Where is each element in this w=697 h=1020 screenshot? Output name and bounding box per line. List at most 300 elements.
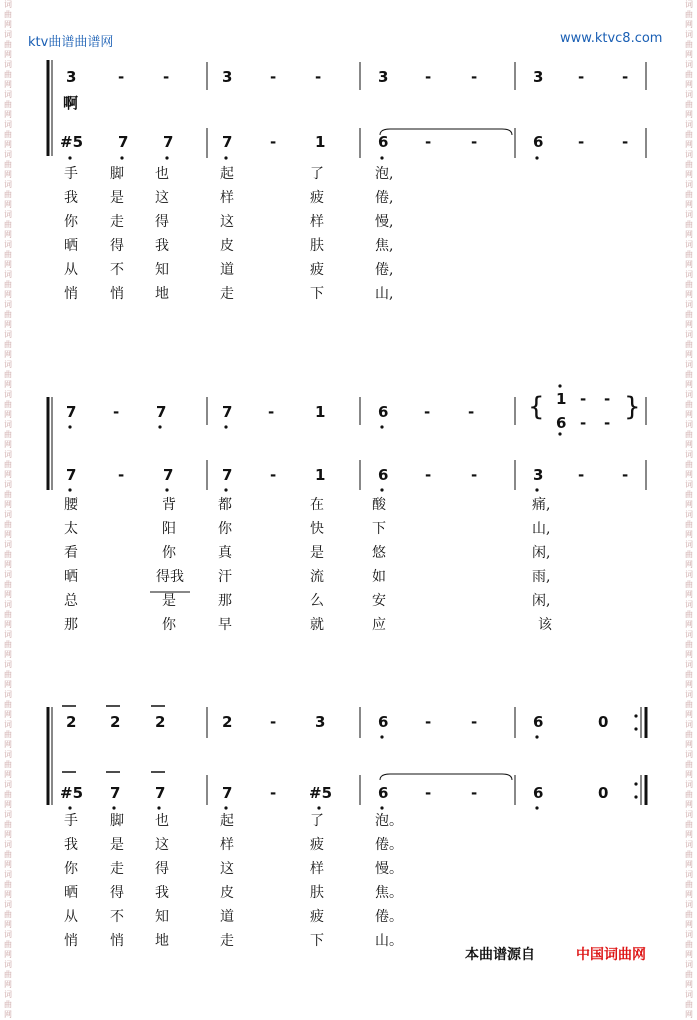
- lyric-syllable: 倦,: [375, 262, 394, 278]
- watermark-char: 词: [4, 120, 12, 129]
- upper-note: 6: [378, 403, 389, 421]
- watermark-char: 网: [685, 140, 693, 149]
- lyric-syllable: 安: [372, 593, 386, 609]
- watermark-char: 曲: [685, 160, 693, 169]
- lyric-syllable: 下: [310, 286, 324, 302]
- source-site-link[interactable]: 中国词曲网: [576, 947, 646, 963]
- watermark-char: 曲: [685, 850, 693, 859]
- lyric-syllable: 样: [310, 214, 324, 230]
- lyric-syllable: 那: [218, 593, 232, 609]
- watermark-char: 词: [4, 750, 12, 759]
- watermark-char: 网: [685, 440, 693, 449]
- lyric-syllable: 这: [155, 190, 169, 206]
- watermark-char: 曲: [685, 700, 693, 709]
- lower-note: -: [118, 466, 125, 484]
- lyric-syllable: 么: [310, 593, 324, 609]
- watermark-char: 网: [4, 290, 12, 299]
- upper-lyric: 啊: [63, 94, 79, 112]
- upper-note: 3: [378, 68, 389, 86]
- octave-dot-low: [68, 488, 71, 491]
- upper-note: -: [425, 713, 432, 731]
- watermark-char: 曲: [4, 430, 12, 439]
- watermark-char: 网: [685, 590, 693, 599]
- watermark-char: 曲: [4, 910, 12, 919]
- watermark-char: 曲: [4, 640, 12, 649]
- lyric-syllable: 得: [110, 238, 124, 254]
- lower-note: 7: [222, 133, 233, 151]
- watermark-char: 网: [4, 590, 12, 599]
- lower-note: -: [425, 133, 432, 151]
- watermark-char: 词: [4, 150, 12, 159]
- upper-note: 1: [315, 403, 326, 421]
- watermark-char: 词: [4, 180, 12, 189]
- lyric-syllable: 手: [64, 166, 78, 182]
- watermark-char: 词: [685, 210, 693, 219]
- watermark-char: 曲: [4, 10, 12, 19]
- repeat-dot: [634, 727, 637, 730]
- watermark-char: 网: [685, 950, 693, 959]
- watermark-char: 网: [4, 650, 12, 659]
- lyric-syllable: 如: [372, 569, 386, 585]
- lower-note: -: [578, 466, 585, 484]
- lyric-syllable: 该: [538, 617, 552, 633]
- octave-dot-low: [535, 156, 538, 159]
- watermark-char: 词: [4, 240, 12, 249]
- watermark-char: 曲: [4, 700, 12, 709]
- watermark-char: 网: [4, 380, 12, 389]
- lower-note: -: [471, 133, 478, 151]
- watermark-char: 曲: [4, 580, 12, 589]
- watermark-char: 曲: [4, 820, 12, 829]
- watermark-char: 曲: [4, 40, 12, 49]
- lyric-syllable: 得: [155, 861, 169, 877]
- lower-note: 1: [315, 466, 326, 484]
- watermark-char: 词: [685, 390, 693, 399]
- watermark-char: 曲: [685, 250, 693, 259]
- upper-note: -: [118, 68, 125, 86]
- upper-note: -: [113, 403, 120, 421]
- lyric-syllable: 疲: [310, 262, 324, 278]
- lyric-syllable: 走: [110, 214, 124, 230]
- watermark-char: 网: [4, 860, 12, 869]
- watermark-char: 网: [4, 530, 12, 539]
- watermark-char: 网: [685, 170, 693, 179]
- lyric-syllable: 总: [64, 593, 78, 609]
- octave-dot-low: [380, 806, 383, 809]
- watermark-char: 曲: [4, 550, 12, 559]
- watermark-char: 网: [685, 20, 693, 29]
- watermark-char: 网: [4, 500, 12, 509]
- lower-note: -: [622, 133, 629, 151]
- upper-note: -: [425, 68, 432, 86]
- lyric-syllable: 汗: [218, 569, 232, 585]
- watermark-char: 词: [4, 480, 12, 489]
- watermark-char: 网: [685, 380, 693, 389]
- lyric-syllable: 皮: [220, 238, 234, 254]
- lyric-syllable: 那: [64, 617, 78, 633]
- watermark-char: 词: [685, 540, 693, 549]
- lyric-syllable: 阳: [162, 521, 176, 537]
- watermark-char: 曲: [685, 550, 693, 559]
- watermark-char: 词: [685, 570, 693, 579]
- watermark-char: 曲: [4, 340, 12, 349]
- watermark-char: 曲: [685, 610, 693, 619]
- lyric-syllable: 闲,: [532, 593, 551, 609]
- lower-note: 7: [110, 784, 121, 802]
- watermark-char: 曲: [4, 880, 12, 889]
- watermark-char: 曲: [4, 70, 12, 79]
- watermark-char: 网: [685, 320, 693, 329]
- brace-note-bottom: 6: [556, 414, 567, 432]
- watermark-char: 曲: [685, 10, 693, 19]
- watermark-char: 曲: [685, 730, 693, 739]
- lyric-syllable: 焦。: [375, 885, 403, 901]
- lyric-syllable: 悠: [372, 545, 386, 561]
- octave-dot-low: [224, 156, 227, 159]
- watermark-char: 曲: [685, 790, 693, 799]
- watermark-char: 曲: [685, 280, 693, 289]
- watermark-char: 词: [685, 510, 693, 519]
- repeat-dot: [634, 795, 637, 798]
- watermark-char: 曲: [4, 670, 12, 679]
- watermark-char: 网: [4, 320, 12, 329]
- watermark-char: 曲: [685, 520, 693, 529]
- lyric-syllable: 焦,: [375, 238, 394, 254]
- lyric-syllable: 太: [64, 521, 78, 537]
- watermark-char: 曲: [685, 100, 693, 109]
- lyric-syllable: 脚: [110, 166, 124, 182]
- lyric-syllable: 皮: [220, 885, 234, 901]
- watermark-char: 网: [4, 110, 12, 119]
- watermark-char: 网: [4, 1010, 12, 1019]
- lyric-syllable: 我: [64, 190, 78, 206]
- watermark-char: 词: [685, 780, 693, 789]
- watermark-char: 网: [685, 200, 693, 209]
- lyric-syllable: 酸: [372, 497, 386, 513]
- watermark-char: 词: [4, 330, 12, 339]
- lyric-syllable: 闲,: [532, 545, 551, 561]
- lower-note: 7: [163, 466, 174, 484]
- watermark-char: 曲: [4, 250, 12, 259]
- watermark-char: 词: [685, 690, 693, 699]
- lyric-syllable: 样: [220, 190, 234, 206]
- octave-dot-low: [158, 425, 161, 428]
- lower-note: 6: [378, 784, 389, 802]
- lyric-syllable: 倦。: [375, 837, 403, 853]
- lyric-syllable: 肤: [310, 885, 324, 901]
- watermark-char: 曲: [685, 970, 693, 979]
- site-url[interactable]: www.ktvc8.com: [560, 31, 663, 46]
- upper-note: 2: [66, 713, 77, 731]
- lyric-syllable: 倦,: [375, 190, 394, 206]
- lyric-syllable: 泡。: [375, 813, 403, 829]
- watermark-char: 曲: [685, 310, 693, 319]
- lower-note: #5: [309, 784, 333, 802]
- watermark-char: 网: [4, 410, 12, 419]
- lyric-syllable: 起: [220, 166, 234, 182]
- lyric-syllable: 悄: [64, 286, 78, 302]
- lyric-syllable: 这: [220, 214, 234, 230]
- watermark-char: 词: [4, 90, 12, 99]
- upper-note: -: [163, 68, 170, 86]
- watermark-char: 网: [4, 140, 12, 149]
- upper-note: -: [471, 68, 478, 86]
- watermark-char: 曲: [685, 460, 693, 469]
- left-brace: {: [528, 392, 545, 422]
- watermark-char: 曲: [4, 220, 12, 229]
- watermark-char: 网: [4, 260, 12, 269]
- watermark-char: 词: [685, 480, 693, 489]
- watermark-char: 词: [4, 540, 12, 549]
- watermark-char: 曲: [4, 790, 12, 799]
- octave-dot-low: [68, 156, 71, 159]
- watermark-char: 网: [685, 860, 693, 869]
- lower-note: 0: [598, 784, 609, 802]
- watermark-char: 网: [4, 170, 12, 179]
- lyric-syllable: 手: [64, 813, 78, 829]
- watermark-char: 词: [4, 990, 12, 999]
- lyric-syllable: 就: [310, 617, 324, 633]
- upper-note: 3: [222, 68, 233, 86]
- watermark-char: 词: [4, 630, 12, 639]
- repeat-dot: [634, 714, 637, 717]
- watermark-char: 词: [4, 360, 12, 369]
- watermark-char: 曲: [685, 340, 693, 349]
- watermark-char: 曲: [4, 280, 12, 289]
- watermark-char: 词: [4, 450, 12, 459]
- lower-note: 6: [533, 133, 544, 151]
- tie-arc: [380, 774, 512, 780]
- lyric-syllable: 起: [220, 813, 234, 829]
- watermark-char: 词: [4, 0, 12, 9]
- watermark-char: 词: [685, 840, 693, 849]
- watermark-char: 曲: [685, 820, 693, 829]
- watermark-char: 网: [4, 20, 12, 29]
- lower-note: -: [270, 784, 277, 802]
- upper-note: -: [622, 68, 629, 86]
- octave-dot-low: [120, 156, 123, 159]
- watermark-char: 词: [4, 300, 12, 309]
- source-label: 本曲谱源自: [465, 947, 535, 963]
- watermark-char: 网: [4, 980, 12, 989]
- watermark-char: 词: [4, 930, 12, 939]
- watermark-char: 网: [685, 890, 693, 899]
- lyric-syllable: 雨,: [532, 569, 551, 585]
- watermark-char: 网: [685, 740, 693, 749]
- repeat-dot: [634, 782, 637, 785]
- watermark-char: 曲: [685, 940, 693, 949]
- watermark-char: 词: [685, 30, 693, 39]
- lyric-syllable: 是: [310, 545, 324, 561]
- watermark-char: 曲: [685, 40, 693, 49]
- upper-note: 0: [598, 713, 609, 731]
- octave-dot-low: [157, 806, 160, 809]
- upper-note: 7: [156, 403, 167, 421]
- octave-dot-low: [558, 432, 561, 435]
- lyric-syllable: 从: [64, 909, 78, 925]
- watermark-char: 词: [4, 390, 12, 399]
- upper-note: -: [270, 68, 277, 86]
- octave-dot-low: [535, 735, 538, 738]
- watermark-char: 曲: [4, 460, 12, 469]
- upper-note: 7: [66, 403, 77, 421]
- lower-note: -: [425, 784, 432, 802]
- lower-note: -: [471, 784, 478, 802]
- watermark-char: 词: [685, 870, 693, 879]
- upper-note: 3: [66, 68, 77, 86]
- octave-dot-low: [535, 488, 538, 491]
- lower-note: -: [270, 133, 277, 151]
- lyric-syllable: 得我: [156, 569, 184, 585]
- lyric-syllable: 山。: [375, 933, 403, 949]
- octave-dot-high: [558, 384, 561, 387]
- watermark-char: 网: [685, 980, 693, 989]
- lower-note: -: [471, 466, 478, 484]
- lyric-syllable: 地: [155, 933, 169, 949]
- watermark-char: 词: [4, 810, 12, 819]
- watermark-char: 曲: [685, 370, 693, 379]
- watermark-char: 曲: [4, 490, 12, 499]
- lower-note: 7: [118, 133, 129, 151]
- watermark-char: 网: [4, 740, 12, 749]
- lyric-syllable: 你: [64, 861, 78, 877]
- octave-dot-low: [535, 806, 538, 809]
- octave-dot-low: [317, 806, 320, 809]
- lyric-syllable: 下: [310, 933, 324, 949]
- watermark-char: 网: [4, 50, 12, 59]
- watermark-char: 网: [685, 770, 693, 779]
- watermark-char: 网: [685, 260, 693, 269]
- watermark-char: 词: [685, 150, 693, 159]
- lyric-syllable: 我: [64, 837, 78, 853]
- lyric-syllable: 这: [155, 837, 169, 853]
- upper-note: 2: [222, 713, 233, 731]
- watermark-char: 词: [4, 690, 12, 699]
- lyric-syllable: 你: [162, 545, 176, 561]
- watermark-char: 曲: [4, 310, 12, 319]
- lower-note: #5: [60, 784, 84, 802]
- upper-note: -: [578, 68, 585, 86]
- lyric-syllable: 山,: [375, 286, 394, 302]
- watermark-char: 网: [685, 350, 693, 359]
- lyric-syllable: 走: [110, 861, 124, 877]
- brace-note-bottom: -: [604, 414, 611, 432]
- watermark-char: 网: [685, 710, 693, 719]
- watermark-char: 词: [685, 450, 693, 459]
- watermark-char: 词: [685, 960, 693, 969]
- octave-dot-low: [165, 488, 168, 491]
- lyric-syllable: 脚: [110, 813, 124, 829]
- watermark-char: 曲: [685, 880, 693, 889]
- watermark-char: 网: [685, 620, 693, 629]
- lyric-syllable: 晒: [64, 569, 78, 585]
- watermark-char: 词: [685, 120, 693, 129]
- lyric-syllable: 不: [110, 262, 124, 278]
- watermark-char: 词: [685, 720, 693, 729]
- watermark-char: 词: [4, 210, 12, 219]
- lyric-syllable: 早: [218, 617, 232, 633]
- lyric-syllable: 了: [310, 166, 324, 182]
- watermark-char: 网: [4, 230, 12, 239]
- upper-note: -: [471, 713, 478, 731]
- watermark-char: 网: [685, 1010, 693, 1019]
- lyric-syllable: 泡,: [375, 166, 394, 182]
- octave-dot-low: [380, 156, 383, 159]
- upper-note: 2: [155, 713, 166, 731]
- lyric-syllable: 你: [218, 521, 232, 537]
- lyric-syllable: 山,: [532, 521, 551, 537]
- watermark-char: 词: [685, 270, 693, 279]
- upper-note: 6: [378, 713, 389, 731]
- brace-note-top: 1: [556, 390, 567, 408]
- lyric-syllable: 真: [218, 545, 232, 561]
- watermark-char: 词: [685, 600, 693, 609]
- octave-dot-low: [165, 156, 168, 159]
- watermark-char: 网: [4, 200, 12, 209]
- lyric-syllable: 我: [155, 885, 169, 901]
- tie-arc: [380, 129, 512, 135]
- watermark-char: 曲: [685, 430, 693, 439]
- lyric-syllable: 背: [162, 497, 176, 513]
- watermark-char: 曲: [685, 1000, 693, 1009]
- lower-note: 3: [533, 466, 544, 484]
- watermark-char: 曲: [4, 850, 12, 859]
- lyric-syllable: 也: [155, 813, 169, 829]
- watermark-char: 网: [4, 350, 12, 359]
- lyric-syllable: 我: [155, 238, 169, 254]
- watermark-char: 词: [4, 660, 12, 669]
- watermark-char: 曲: [685, 580, 693, 589]
- octave-dot-low: [224, 425, 227, 428]
- lyric-syllable: 不: [110, 909, 124, 925]
- upper-note: 6: [533, 713, 544, 731]
- upper-note: -: [315, 68, 322, 86]
- watermark-char: 词: [4, 30, 12, 39]
- lyric-syllable: 悄: [110, 933, 124, 949]
- watermark-char: 曲: [4, 370, 12, 379]
- lyric-syllable: 疲: [310, 909, 324, 925]
- watermark-char: 曲: [4, 610, 12, 619]
- lyric-syllable: 痛,: [532, 497, 551, 513]
- watermark-char: 网: [4, 920, 12, 929]
- watermark-char: 词: [4, 570, 12, 579]
- watermark-char: 曲: [685, 640, 693, 649]
- site-logo-text[interactable]: ktv曲谱曲谱网: [28, 35, 114, 50]
- watermark-char: 网: [685, 470, 693, 479]
- watermark-char: 词: [4, 960, 12, 969]
- lyric-syllable: 是: [162, 593, 176, 609]
- watermark-char: 词: [685, 990, 693, 999]
- watermark-char: 词: [685, 360, 693, 369]
- watermark-char: 网: [685, 680, 693, 689]
- lyric-syllable: 走: [220, 933, 234, 949]
- lyric-syllable: 知: [155, 262, 169, 278]
- octave-dot-low: [380, 425, 383, 428]
- watermark-char: 词: [685, 630, 693, 639]
- lyric-syllable: 也: [155, 166, 169, 182]
- watermark-char: 词: [4, 870, 12, 879]
- watermark-char: 词: [4, 720, 12, 729]
- watermark-char: 词: [685, 420, 693, 429]
- watermark-char: 曲: [4, 520, 12, 529]
- lyric-syllable: 下: [372, 521, 386, 537]
- watermark-char: 网: [685, 230, 693, 239]
- watermark-char: 曲: [4, 940, 12, 949]
- upper-note: 7: [222, 403, 233, 421]
- watermark-char: 词: [685, 930, 693, 939]
- watermark-char: 词: [4, 420, 12, 429]
- upper-note: 2: [110, 713, 121, 731]
